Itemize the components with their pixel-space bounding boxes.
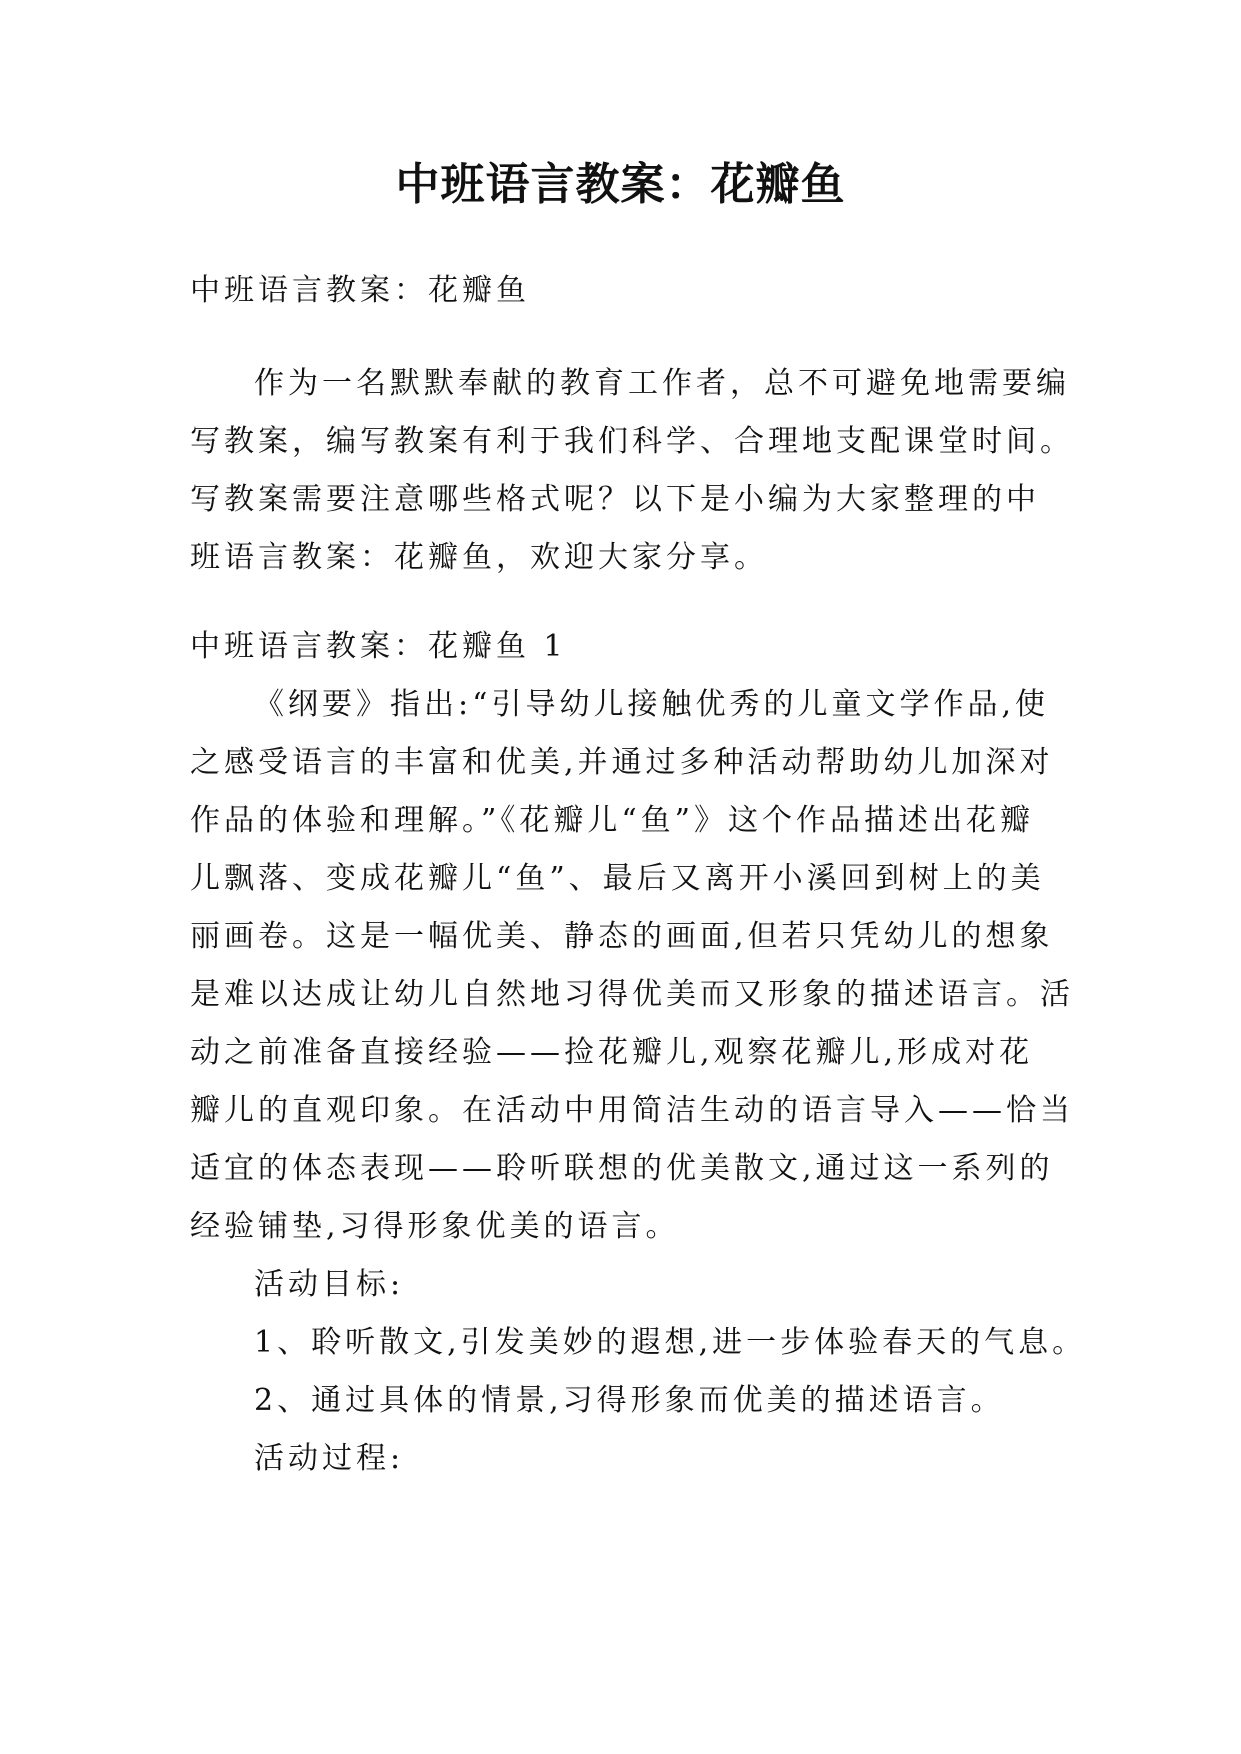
intro-paragraph bbox=[190, 355, 1074, 587]
body-line: 是难以达成让幼儿自然地习得优美而又形象的描述语言。活 bbox=[190, 977, 1074, 1012]
goal-item: 2、通过具体的情景,习得形象而优美的描述语言。 bbox=[254, 1383, 1005, 1418]
process-heading: 活动过程: bbox=[254, 1441, 405, 1476]
intro-line: 作为一名默默奉献的教育工作者，总不可避免地需要编 bbox=[254, 366, 1070, 401]
intro-line: 班语言教案：花瓣鱼，欢迎大家分享。 bbox=[190, 540, 768, 575]
body-line: 丽画卷。这是一幅优美、静态的画面,但若只凭幼儿的想象 bbox=[190, 919, 1054, 954]
section-heading: 中班语言教案：花瓣鱼 1 bbox=[190, 629, 567, 664]
intro-line: 写教案，编写教案有利于我们科学、合理地支配课堂时间。 bbox=[190, 424, 1074, 459]
section-block bbox=[190, 618, 1087, 1488]
goal-item: 1、聆听散文,引发美妙的遐想,进一步体验春天的气息。 bbox=[254, 1325, 1087, 1360]
intro-line: 写教案需要注意哪些格式呢？以下是小编为大家整理的中 bbox=[190, 482, 1040, 517]
body-line: 《纲要》指出:“引导幼儿接触优秀的儿童文学作品,使 bbox=[254, 687, 1049, 722]
subtitle-block bbox=[190, 262, 1070, 320]
goals-heading: 活动目标: bbox=[254, 1267, 405, 1302]
body-line: 经验铺垫,习得形象优美的语言。 bbox=[190, 1209, 680, 1244]
body-line: 作品的体验和理解。”《花瓣儿“鱼”》这个作品描述出花瓣 bbox=[190, 803, 1035, 838]
document-subtitle: 中班语言教案：花瓣鱼 bbox=[190, 273, 530, 308]
body-line: 儿飘落、变成花瓣儿“鱼”、最后又离开小溪回到树上的美 bbox=[190, 861, 1045, 896]
body-line: 适宜的体态表现——聆听联想的优美散文,通过这一系列的 bbox=[190, 1151, 1054, 1186]
body-line: 动之前准备直接经验——捡花瓣儿,观察花瓣儿,形成对花 bbox=[190, 1035, 1034, 1070]
body-line: 之感受语言的丰富和优美,并通过多种活动帮助幼儿加深对 bbox=[190, 745, 1054, 780]
body-line: 瓣儿的直观印象。在活动中用简洁生动的语言导入——恰当 bbox=[190, 1093, 1074, 1128]
document-title: 中班语言教案：花瓣鱼 bbox=[395, 159, 846, 210]
